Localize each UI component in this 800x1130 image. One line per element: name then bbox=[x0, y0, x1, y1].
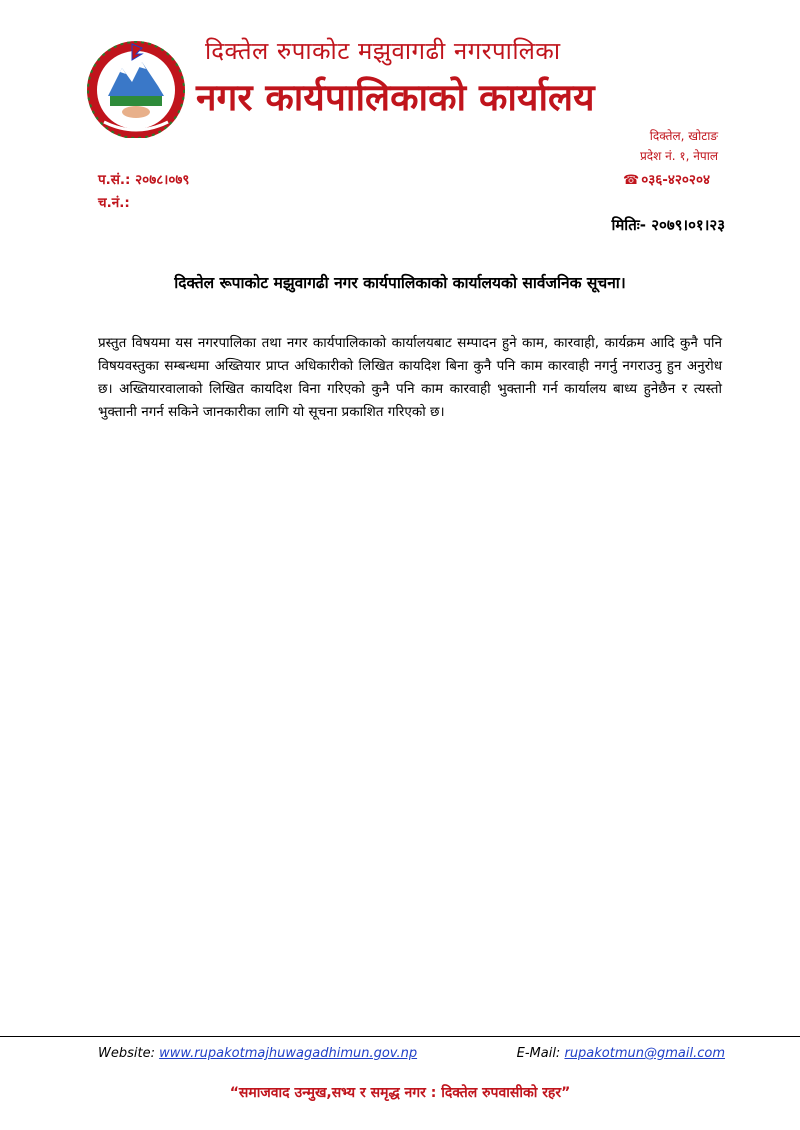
phone-text: ०३६-४२०२०४ bbox=[641, 172, 710, 188]
footer-website bbox=[98, 1046, 417, 1061]
address-line-1: दिक्तेल, खोटाङ bbox=[649, 129, 718, 143]
reference-number: प.सं.: २०७८।०७९ bbox=[98, 172, 190, 188]
website-link[interactable]: www.rupakotmajhuwagadhimun.gov.np bbox=[159, 1046, 418, 1061]
office-name: नगर कार्यपालिकाको कार्यालय bbox=[196, 76, 595, 119]
address-line-2: प्रदेश नं. १, नेपाल bbox=[639, 149, 718, 163]
email-link[interactable]: rupakotmun@gmail.com bbox=[564, 1046, 725, 1061]
notice-subject: दिक्तेल रूपाकोट मझुवागढी नगर कार्यपालिकाको कार्यालयको सार्वजनिक सूचना। bbox=[174, 274, 626, 292]
municipality-emblem bbox=[86, 38, 186, 138]
municipality-name: दिक्तेल रुपाकोट मझुवागढी नगरपालिका bbox=[205, 37, 561, 65]
footer-divider bbox=[0, 1036, 800, 1037]
footer-slogan: “समाजवाद उन्मुख,सभ्य र समृद्ध नगर : दिक्तेल रुपवासीको रहर” bbox=[229, 1085, 571, 1101]
notice-date: मितिः- २०७९।०१।२३ bbox=[611, 216, 725, 234]
email-label: E-Mail: bbox=[516, 1046, 561, 1061]
dispatch-number: च.नं.: bbox=[98, 195, 130, 211]
footer-email bbox=[517, 1046, 725, 1061]
notice-body: प्रस्तुत विषयमा यस नगरपालिका तथा नगर कार्यपालिकाको कार्यालयबाट सम्पादन हुने काम, कारवाही, कार्यक्रम आदि कुनै पनि विषयवस्तुका सम्बन्धमा अख्तियार प्राप्त अधिकारीको लिखित कायदिश बिना कुनै पनि काम कारवाही नगर्नु नगराउनु हुन अनुरोध छ। अख्तियारवालाको लिखित कायदिश विना गरिएको कुनै पनि काम कारवाही भुक्तानी गर्न कार्यालय बाध्य हुनेछैन र त्यस्तो भुक्तानी नगर्न सकिने जानकारीका लागि यो सूचना प्रकाशित गरिएको छ। bbox=[98, 335, 722, 420]
phone-number bbox=[623, 170, 710, 188]
telephone-icon: ☎ bbox=[623, 173, 640, 188]
website-label: Website: bbox=[98, 1046, 155, 1061]
